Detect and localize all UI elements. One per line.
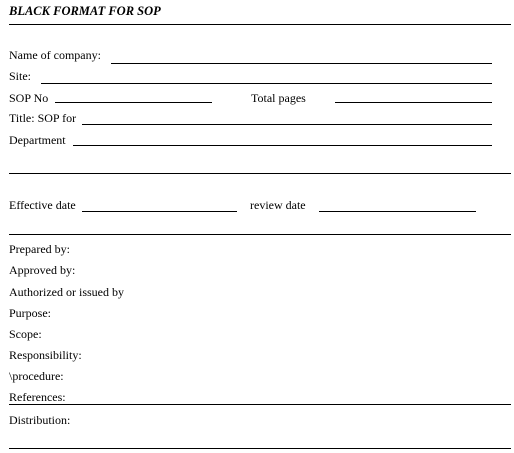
company-field[interactable]: [111, 63, 492, 64]
sop-no-field[interactable]: [55, 102, 212, 103]
approved-by-label: Approved by:: [9, 263, 76, 277]
divider-bottom: [9, 448, 511, 449]
title-sop-label: Title: SOP for: [9, 111, 77, 125]
total-pages-label: Total pages: [251, 91, 306, 105]
references-label: References:: [9, 390, 66, 404]
review-date-label: review date: [250, 198, 306, 212]
department-field[interactable]: [73, 145, 492, 146]
distribution-label: Distribution:: [9, 413, 71, 427]
divider-dates: [9, 234, 511, 235]
prepared-by-label: Prepared by:: [9, 242, 70, 256]
responsibility-label: Responsibility:: [9, 348, 82, 362]
authorized-by-label: Authorized or issued by: [9, 285, 124, 299]
total-pages-field[interactable]: [335, 102, 492, 103]
scope-label: Scope:: [9, 327, 42, 341]
department-label: Department: [9, 133, 66, 147]
site-label: Site:: [9, 69, 32, 83]
company-label: Name of company:: [9, 48, 101, 62]
divider-references: [9, 404, 511, 405]
procedure-label: \procedure:: [9, 369, 64, 383]
review-date-field[interactable]: [319, 211, 476, 212]
effective-date-label: Effective date: [9, 198, 76, 212]
sop-no-label: SOP No: [9, 91, 49, 105]
purpose-label: Purpose:: [9, 306, 51, 320]
divider-top: [9, 24, 511, 25]
site-field[interactable]: [41, 83, 492, 84]
form-title: BLACK FORMAT FOR SOP: [9, 4, 161, 18]
title-sop-field[interactable]: [82, 124, 492, 125]
effective-date-field[interactable]: [82, 211, 237, 212]
divider-header: [9, 173, 511, 174]
